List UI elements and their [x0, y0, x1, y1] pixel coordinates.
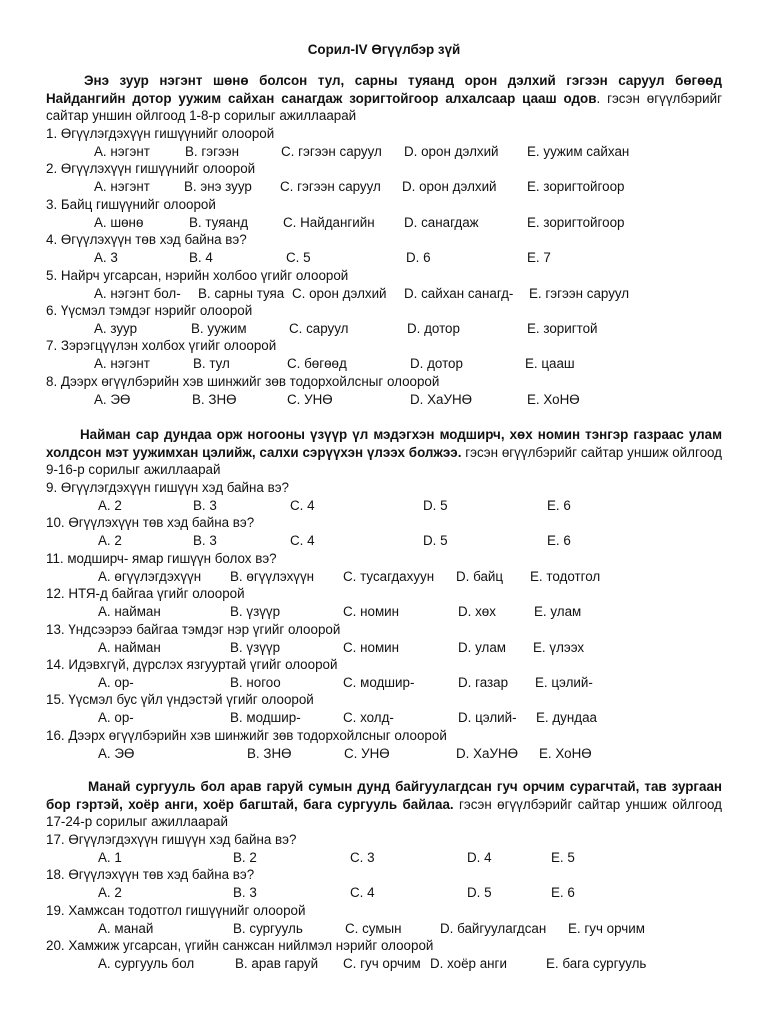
- answer-option: D. байц: [456, 568, 504, 584]
- answer-option: D. дотор: [407, 321, 460, 336]
- answer-option: А. нэгэнт бол-: [94, 285, 181, 301]
- answer-option: D. 5: [467, 885, 492, 901]
- answer-option: А. 2: [98, 498, 122, 513]
- passage-sentence: Манай сургууль бол арав гаруй сумын дунд байгуулагдсан гуч орчим сурагчтай, тав зургаан бор гэртэй, хоёр анги, хоёр багштай, бага сургууль байлаа.: [46, 779, 722, 812]
- answer-option: А. 2: [98, 885, 122, 901]
- answer-option: C. УНӨ: [287, 391, 333, 407]
- passage-2: [46, 426, 722, 479]
- question-text: 7. Зэрэгцүүлэн холбох үгийг олоорой: [46, 338, 277, 354]
- answer-option: E. үлээх: [533, 639, 585, 655]
- question-text: 17. Өгүүлэгдэхүүн гишүүн хэд байна вэ?: [46, 832, 297, 847]
- answer-option: D. санагдаж: [404, 214, 479, 230]
- answer-option: D. улам: [458, 639, 506, 655]
- answer-option: E. гэгээн саруул: [529, 285, 630, 301]
- answer-option: А. 1: [98, 850, 122, 865]
- answer-option: E. ХоНӨ: [539, 745, 592, 761]
- answer-option: C. саруул: [289, 321, 349, 336]
- passage-instruction: . гэсэн өгүүлбэрийг сайтар уншин ойлгоод 1-8-р сорилыг ажиллаарай: [46, 90, 722, 124]
- answer-option: B. сарны туяа: [198, 285, 285, 301]
- answer-option: C. 4: [290, 533, 315, 549]
- question-text: 12. НТЯ-д байгаа үгийг олоорой: [46, 586, 245, 602]
- question-text: 16. Дээрх өгүүлбэрийн хэв шинжийг зөв тодорхойлсныг олоорой: [46, 727, 447, 743]
- answer-option: C. сумын: [345, 920, 402, 936]
- answer-option: E. гуч орчим: [568, 920, 645, 936]
- answer-option: E. цэлий-: [535, 675, 593, 690]
- question-text: 11. модширч- ямар гишүүн болох вэ?: [46, 550, 277, 566]
- answer-option: C. номин: [343, 604, 400, 620]
- answer-option: E. цааш: [525, 356, 575, 372]
- answer-option: D. дотор: [410, 356, 463, 372]
- question-text: 4. Өгүүлэхүүн төв хэд байна вэ?: [46, 232, 247, 248]
- answer-option: B. уужим: [191, 321, 247, 336]
- question-text: 8. Дээрх өгүүлбэрийн хэв шинжийг зөв тодорхойлсныг олоорой: [46, 373, 440, 389]
- answer-option: А. ор-: [98, 710, 134, 726]
- answer-option: А. нэгэнт: [94, 356, 150, 372]
- answer-option: D. цэлий-: [458, 710, 517, 726]
- answer-option: B. туяанд: [189, 214, 249, 230]
- answer-option: C. бөгөөд: [287, 356, 347, 372]
- question-text: 10. Өгүүлэхүүн төв хэд байна вэ?: [46, 515, 255, 531]
- question-text: 5. Найрч угсарсан, нэрийн холбоо үгийг олоорой: [46, 267, 349, 283]
- answer-option: C. орон дэлхий: [292, 285, 387, 301]
- answer-option: B. 2: [233, 850, 257, 865]
- passage-3: [46, 778, 722, 831]
- answer-option: C. модшир-: [343, 675, 415, 690]
- passage-sentence: Найман сар дундаа орж ногооны үзүүр үл мэдэгхэн модширч, хөх номин тэнгэр газраас улам холдсон мэт уужимхан цэлийж, салхи сэрүүхэн үлээх болжээ.: [46, 427, 722, 460]
- answer-option: E. улам: [534, 604, 582, 620]
- answer-option: E. дундаа: [536, 710, 597, 726]
- answer-option: А. ЭӨ: [98, 745, 135, 761]
- answer-option: C. гэгээн саруул: [280, 179, 381, 195]
- answer-option: А. 3: [94, 250, 118, 266]
- answer-option: E. ХоНӨ: [527, 391, 580, 407]
- passage-1: [46, 72, 722, 125]
- answer-option: А. ор-: [98, 675, 134, 690]
- answer-option: C. УНӨ: [344, 745, 390, 761]
- answer-option: E. 6: [551, 885, 575, 901]
- answer-option: C. гэгээн саруул: [281, 144, 382, 159]
- answer-option: C. номин: [343, 639, 400, 655]
- answer-option: C. 4: [350, 885, 375, 901]
- answer-option: C. гуч орчим: [343, 956, 421, 972]
- answer-option: B. 3: [233, 885, 257, 901]
- answer-option: D. газар: [458, 675, 509, 690]
- question-text: 19. Хамжсан тодотгол гишүүнийг олоорой: [46, 902, 306, 918]
- answer-option: B. сургууль: [233, 920, 303, 936]
- answer-option: C. 5: [286, 250, 311, 266]
- answer-option: B. энэ зуур: [184, 179, 252, 195]
- question-text: 9. Өгүүлэгдэхүүн гишүүн хэд байна вэ?: [46, 480, 289, 495]
- answer-option: E. тодотгол: [530, 568, 601, 584]
- answer-option: E. 5: [551, 850, 575, 865]
- question-text: 14. Идэвхгүй, дүрслэх язгууртай үгийг олоорой: [46, 657, 338, 672]
- passage-instruction: гэсэн өгүүлбэрийг сайтар уншиж ойлгоод 9-16-р сорилыг ажиллаарай: [46, 444, 722, 478]
- question-text: 1. Өгүүлэгдэхүүн гишүүнийг олоорой: [46, 126, 275, 141]
- answer-option: B. 4: [189, 250, 213, 266]
- answer-option: А. найман: [98, 604, 161, 620]
- answer-option: B. 3: [193, 498, 217, 513]
- answer-option: А. найман: [98, 639, 161, 655]
- question-text: 3. Байц гишүүнийг олоорой: [46, 196, 216, 212]
- answer-option: А. өгүүлэгдэхүүн: [98, 568, 202, 584]
- answer-option: D. ХаУНӨ: [456, 745, 519, 761]
- answer-option: D. орон дэлхий: [404, 144, 499, 159]
- answer-option: E. зоригтойгоор: [527, 214, 625, 230]
- answer-option: D. байгуулагдсан: [440, 920, 547, 936]
- answer-option: А. ЭӨ: [94, 391, 131, 407]
- answer-option: B. арав гаруй: [235, 956, 319, 972]
- answer-option: B. ЗНӨ: [192, 391, 237, 407]
- answer-option: D. сайхан санагд-: [404, 285, 514, 301]
- answer-option: B. модшир-: [230, 710, 301, 726]
- passage-instruction: гэсэн өгүүлбэрийг сайтар уншиж ойлгоод 17-24-р сорилыг ажиллаарай: [46, 796, 722, 830]
- answer-option: А. манай: [98, 920, 154, 936]
- answer-option: B. 3: [193, 533, 217, 549]
- answer-option: D. хоёр анги: [430, 956, 507, 972]
- page-title: Сорил-IV Өгүүлбэр зүй: [307, 42, 461, 57]
- answer-option: D. орон дэлхий: [402, 179, 497, 195]
- question-text: 15. Үүсмэл бус үйл үндэстэй үгийг олоорой: [46, 692, 314, 708]
- answer-option: B. гэгээн: [185, 144, 240, 159]
- answer-option: D. 6: [406, 250, 431, 266]
- answer-option: C. 3: [350, 850, 375, 865]
- question-text: 18. Өгүүлэхүүн төв хэд байна вэ?: [46, 867, 255, 883]
- answer-option: D. 4: [467, 850, 492, 865]
- answer-option: B. ЗНӨ: [247, 745, 292, 761]
- answer-option: А. зуур: [94, 321, 138, 336]
- answer-option: А. сургууль бол: [98, 956, 195, 972]
- answer-option: C. холд-: [343, 710, 394, 726]
- answer-option: А. 2: [98, 533, 122, 549]
- answer-option: B. тул: [193, 356, 230, 372]
- answer-option: D. 5: [423, 533, 448, 549]
- answer-option: B. үзүүр: [230, 639, 281, 655]
- answer-option: B. үзүүр: [230, 604, 281, 620]
- question-text: 13. Үндсээрээ байгаа тэмдэг нэр үгийг олоорой: [46, 621, 341, 637]
- answer-option: C. 4: [290, 498, 315, 513]
- answer-option: C. Найдангийн: [283, 214, 375, 230]
- answer-option: D. хөх: [458, 604, 496, 620]
- answer-option: B. өгүүлэхүүн: [230, 568, 315, 584]
- answer-option: D. ХаУНӨ: [410, 391, 473, 407]
- answer-option: C. тусагдахуун: [343, 568, 435, 584]
- passage-sentence: Энэ зуур нэгэнт шөнө болсон тул, сарны туяанд орон дэлхий гэгээн саруул бөгөөд Найдангийн дотор уужим сайхан санагдаж зоригтойгоор алхалсаар цааш одов: [46, 73, 722, 106]
- answer-option: А. нэгэнт: [94, 144, 150, 159]
- answer-option: E. уужим сайхан: [527, 144, 630, 159]
- answer-option: E. 6: [547, 533, 571, 549]
- answer-option: E. зоригтойгоор: [527, 179, 625, 195]
- question-text: 6. Үүсмэл тэмдэг нэрийг олоорой: [46, 303, 253, 318]
- question-text: 2. Өгүүлэхүүн гишүүнийг олоорой: [46, 161, 256, 177]
- answer-option: E. 7: [527, 250, 551, 266]
- answer-option: А. шөнө: [94, 214, 144, 230]
- answer-option: E. 6: [547, 498, 571, 513]
- answer-option: А. нэгэнт: [94, 179, 150, 195]
- question-text: 20. Хамжиж угсарсан, үгийн санжсан нийлмэл нэрийг олоорой: [46, 938, 434, 954]
- answer-option: E. бага сургууль: [546, 956, 647, 972]
- answer-option: E. зоригтой: [527, 321, 598, 336]
- answer-option: B. ногоо: [230, 675, 281, 690]
- answer-option: D. 5: [423, 498, 448, 513]
